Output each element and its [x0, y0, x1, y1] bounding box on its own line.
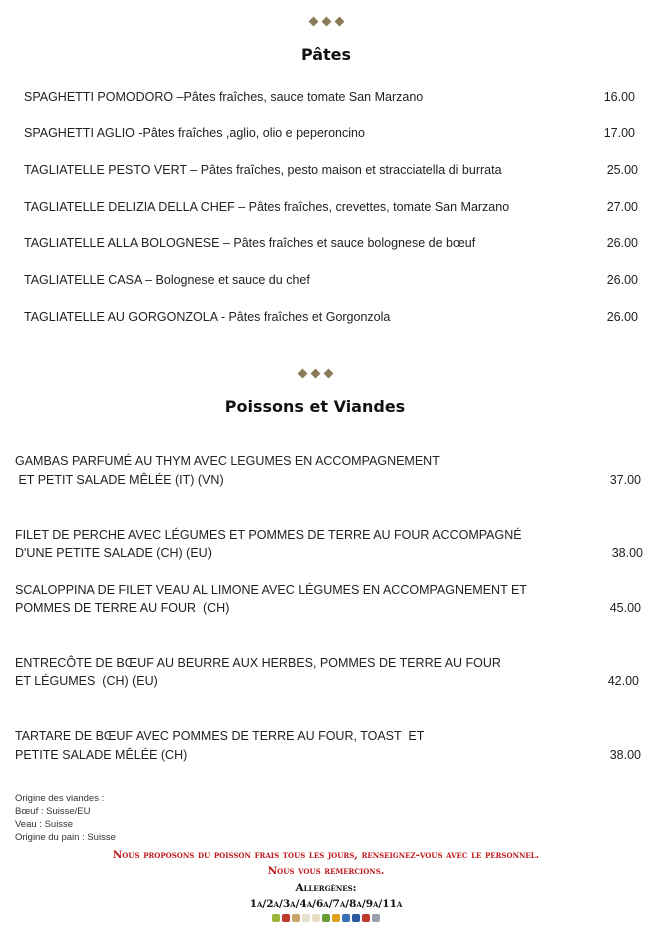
allergen-icon — [342, 914, 350, 922]
menu-item-name: SPAGHETTI AGLIO -Pâtes fraîches ,aglio, olio e peperoncino — [24, 126, 365, 140]
allergen-icon — [312, 914, 320, 922]
menu-item-name: POMMES DE TERRE AU FOUR (CH) — [15, 601, 230, 615]
allergen-icon — [302, 914, 310, 922]
origin-line: Veau : Suisse — [15, 819, 74, 830]
diamond-icon — [297, 369, 307, 379]
menu-item-name: TARTARE DE BŒUF AVEC POMMES DE TERRE AU FOUR, TOAST ET — [15, 729, 425, 743]
allergens-codes: 1a/2a/3a/4a/6a/7a/8a/9a/11a — [249, 898, 403, 910]
allergen-icon — [322, 914, 330, 922]
menu-item-price: 27.00 — [606, 200, 638, 214]
allergen-icon — [362, 914, 370, 922]
menu-item-name: ET LÉGUMES (CH) (EU) — [15, 674, 158, 688]
menu-item-name: TAGLIATELLE PESTO VERT – Pâtes fraîches, pesto maison et stracciatella di burrata — [24, 163, 502, 177]
menu-item-name: FILET DE PERCHE AVEC LÉGUMES ET POMMES DE TERRE AU FOUR ACCOMPAGNÉ — [15, 528, 522, 542]
menu-item-name: SCALOPPINA DE FILET VEAU AL LIMONE AVEC LÉGUMES EN ACCOMPAGNEMENT ET — [15, 583, 527, 597]
menu-item-name: ET PETIT SALADE MÊLÉE (IT) (VN) — [15, 473, 224, 487]
menu-item-price: 26.00 — [606, 273, 638, 287]
menu-item-name: TAGLIATELLE AU GORGONZOLA - Pâtes fraîches et Gorgonzola — [24, 310, 391, 324]
menu-item-name: TAGLIATELLE ALLA BOLOGNESE – Pâtes fraîches et sauce bolognese de bœuf — [24, 236, 476, 250]
origin-line: Origine du pain : Suisse — [15, 832, 116, 843]
allergens-title: Allergènes: — [295, 882, 357, 894]
section-title-pates: Pâtes — [300, 45, 352, 64]
menu-item-price: 25.00 — [606, 163, 638, 177]
menu-item-price: 37.00 — [609, 473, 641, 487]
menu-item-price: 38.00 — [611, 546, 643, 560]
menu-item-price: 26.00 — [606, 236, 638, 250]
fresh-fish-notice: Nous proposons du poisson frais tous les jours, renseignez-vous avec le personnel. — [112, 849, 540, 861]
diamond-icon — [321, 17, 331, 27]
top-ornament — [0, 12, 652, 30]
menu-item-price: 42.00 — [607, 674, 639, 688]
origin-line: Bœuf : Suisse/EU — [15, 806, 91, 817]
menu-item-name: TAGLIATELLE CASA – Bolognese et sauce du chef — [24, 273, 310, 287]
menu-item-name: SPAGHETTI POMODORO –Pâtes fraîches, sauce tomate San Marzano — [24, 90, 424, 104]
diamond-icon — [334, 17, 344, 27]
diamond-icon — [323, 369, 333, 379]
menu-item-price: 45.00 — [609, 601, 641, 615]
diamond-icon — [308, 17, 318, 27]
allergen-icons — [0, 914, 652, 924]
thanks-notice: Nous vous remercions. — [267, 865, 385, 877]
allergen-icon — [292, 914, 300, 922]
origin-line: Origine des viandes : — [15, 793, 105, 804]
origin-notes — [15, 792, 116, 844]
allergen-icon — [332, 914, 340, 922]
menu-item-name: PETITE SALADE MÊLÉE (CH) — [15, 748, 188, 762]
allergen-icon — [372, 914, 380, 922]
menu-item-name: D'UNE PETITE SALADE (CH) (EU) — [15, 546, 212, 560]
diamond-icon — [310, 369, 320, 379]
section-title-poissons: Poissons et Viandes — [224, 397, 406, 416]
middle-ornament — [0, 364, 630, 382]
menu-item-price: 17.00 — [603, 126, 635, 140]
allergen-icon — [282, 914, 290, 922]
menu-item-name: TAGLIATELLE DELIZIA DELLA CHEF – Pâtes fraîches, crevettes, tomate San Marzano — [24, 200, 510, 214]
menu-item-price: 26.00 — [606, 310, 638, 324]
allergen-icon — [352, 914, 360, 922]
allergen-icon — [272, 914, 280, 922]
menu-item-price: 16.00 — [603, 90, 635, 104]
menu-item-price: 38.00 — [609, 748, 641, 762]
menu-item-name: GAMBAS PARFUMÉ AU THYM AVEC LEGUMES EN ACCOMPAGNEMENT — [15, 454, 440, 468]
menu-item-name: ENTRECÔTE DE BŒUF AU BEURRE AUX HERBES, POMMES DE TERRE AU FOUR — [15, 656, 501, 670]
